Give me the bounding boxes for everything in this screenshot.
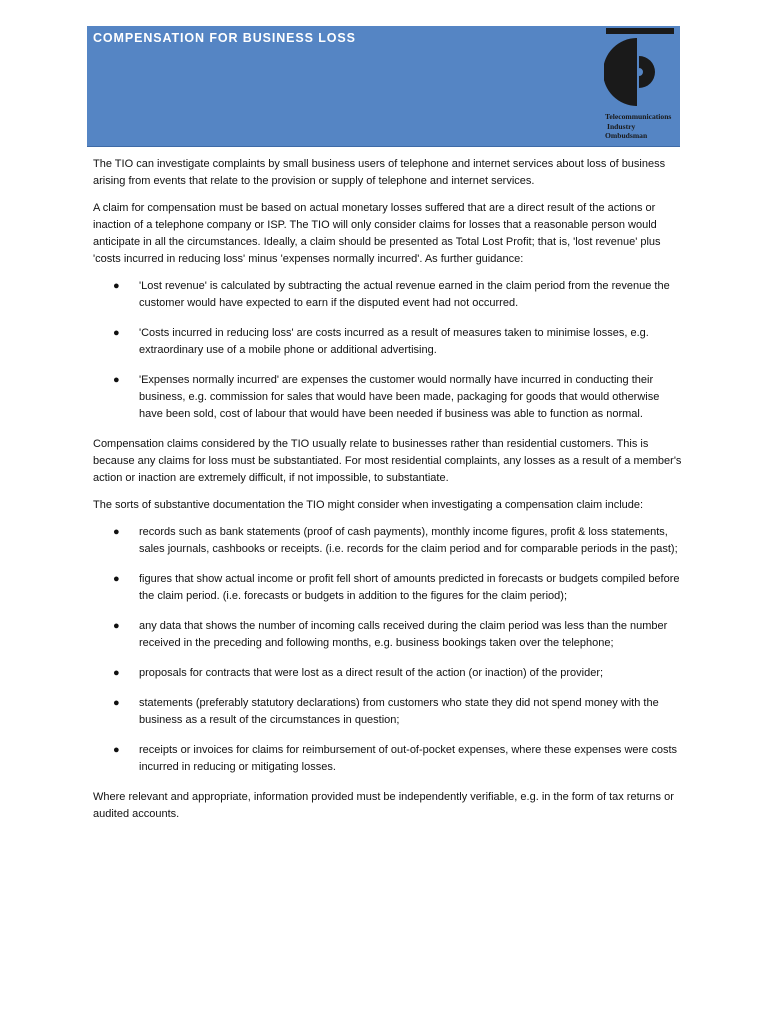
tio-logo xyxy=(594,26,680,146)
logo-text xyxy=(605,112,671,141)
document-body xyxy=(93,156,683,833)
bullet: ● xyxy=(113,280,120,292)
logo-line: Ombudsman xyxy=(605,131,648,140)
bullet: ● xyxy=(113,374,120,386)
list-item xyxy=(93,278,683,312)
tio-logo-icon xyxy=(604,28,674,112)
bullet: ● xyxy=(113,620,120,632)
bullet: ● xyxy=(113,526,120,538)
list-item xyxy=(93,571,683,605)
logo-line: Telecommunications xyxy=(605,112,672,121)
paragraph: The TIO can investigate complaints by small business users of telephone and internet services about loss of business arising from events that relate to the provision or supply of telephone and internet services. xyxy=(93,158,666,187)
list-item-text: 'Expenses normally incurred' are expenses the customer would normally have incurred in conducting their business, e.g. commission for sales that would have been made, packaging for goods that would otherwise have been sold, cost of labour that would have been needed if business was able to function as normal. xyxy=(139,374,660,420)
paragraph: A claim for compensation must be based on actual monetary losses suffered that are a direct result of the actions or inaction of a telephone company or ISP. The TIO will only consider claims for losses that a reasonable person would anticipate in all the circumstances. Ideally, a claim should be presented as Total Lost Profit; that is, 'lost revenue' plus 'costs incurred in reducing loss' minus 'expenses normally incurred'. As further guidance: xyxy=(93,202,661,265)
list-item xyxy=(93,524,683,558)
paragraph: Compensation claims considered by the TIO usually relate to businesses rather than residential customers. This is because any claims for loss must be substantiated. For most residential complaints, any losses as a result of a member's action or inaction are extremely difficult, if not impossible, to substantiate. xyxy=(93,438,682,484)
documentation-list xyxy=(93,524,683,776)
list-item-text: 'Costs incurred in reducing loss' are costs incurred as a result of measures taken to minimise losses, e.g. extraordinary use of a mobile phone or additional advertising. xyxy=(139,327,649,356)
logo-line: Industry xyxy=(607,121,636,131)
paragraph: Where relevant and appropriate, information provided must be independently verifiable, e.g. in the form of tax returns or audited accounts. xyxy=(93,791,674,820)
list-item-text: receipts or invoices for claims for reimbursement of out-of-pocket expenses, where these expenses were costs incurred in reducing or mitigating losses. xyxy=(139,744,678,773)
list-item-text: proposals for contracts that were lost as a direct result of the action (or inaction) of the provider; xyxy=(139,667,604,679)
list-item xyxy=(93,665,683,682)
list-item-text: statements (preferably statutory declarations) from customers who state they did not spend money with the business as a result of the circumstances in question; xyxy=(139,697,659,726)
list-item-text: figures that show actual income or profit fell short of amounts predicted in forecasts or budgets compiled before the claim period. (i.e. forecasts or budgets in addition to the figures for the claim period); xyxy=(139,573,680,602)
bullet: ● xyxy=(113,697,120,709)
list-item-text: 'Lost revenue' is calculated by subtracting the actual revenue earned in the claim period from the revenue the customer would have expected to earn if the disputed event had not occurred. xyxy=(139,280,670,309)
header-banner xyxy=(87,26,680,147)
page-title: COMPENSATION FOR BUSINESS LOSS xyxy=(93,31,356,45)
guidance-list xyxy=(93,278,683,423)
bullet: ● xyxy=(113,327,120,339)
paragraph: The sorts of substantive documentation the TIO might consider when investigating a compensation claim include: xyxy=(93,499,644,511)
list-item-text: any data that shows the number of incoming calls received during the claim period was less than the number received in the preceding and following months, e.g. business bookings taken over the telephone; xyxy=(139,620,668,649)
list-item xyxy=(93,372,683,423)
list-item xyxy=(93,742,683,776)
bullet: ● xyxy=(113,744,120,756)
list-item xyxy=(93,695,683,729)
list-item xyxy=(93,325,683,359)
bullet: ● xyxy=(113,573,120,585)
bullet: ● xyxy=(113,667,120,679)
list-item-text: records such as bank statements (proof of cash payments), monthly income figures, profit & loss statements, sales journals, cashbooks or receipts. (i.e. records for the claim period and for comparable periods in the past); xyxy=(139,526,678,555)
list-item xyxy=(93,618,683,652)
